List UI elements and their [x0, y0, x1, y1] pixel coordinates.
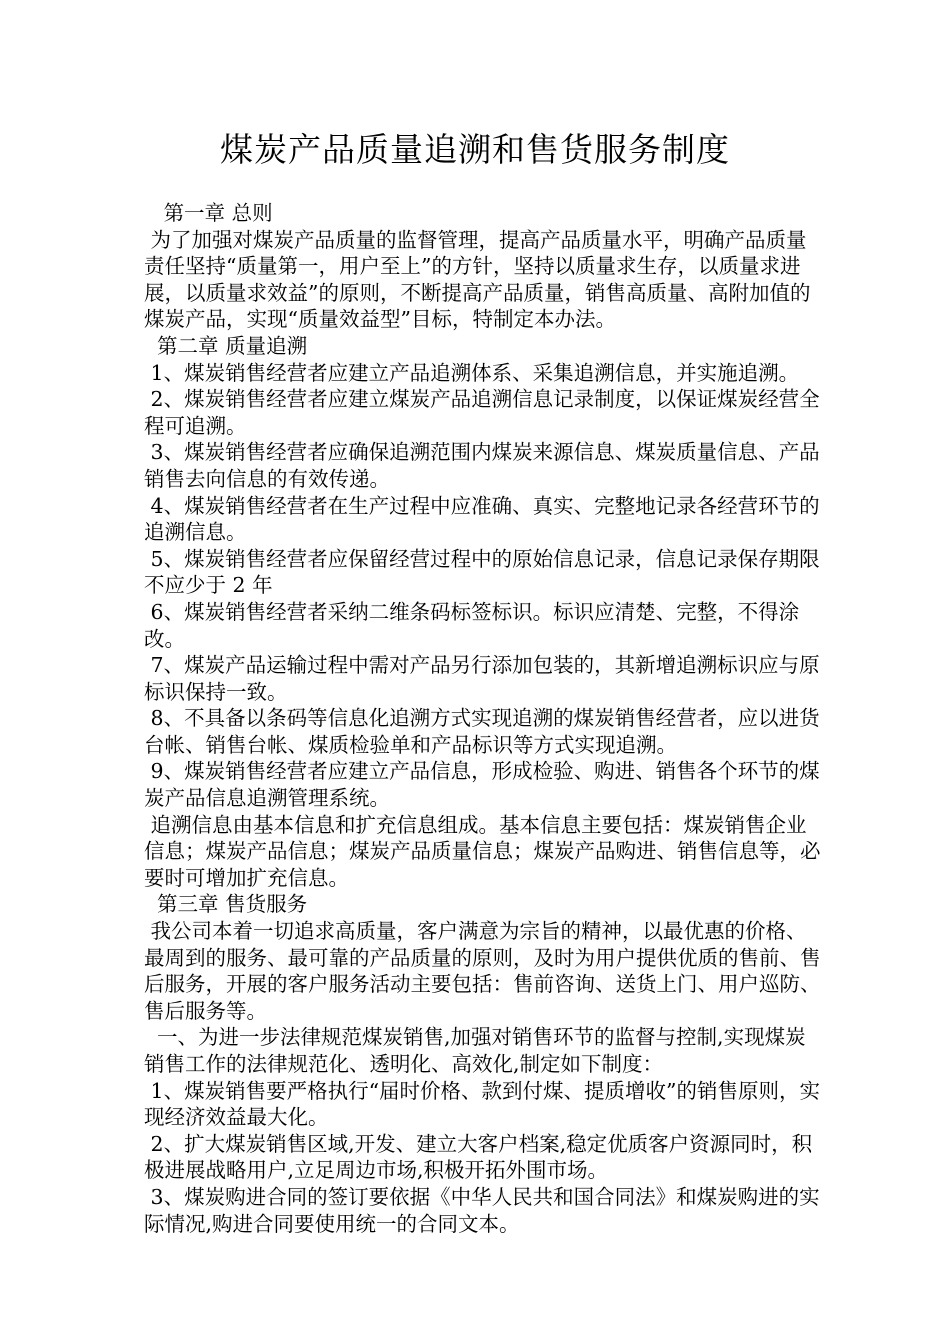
chapter-3-heading: 第三章 售货服务: [144, 892, 308, 917]
paragraph: 我公司本着一切追求高质量，客户满意为宗旨的精神，以最优惠的价格、最周到的服务、最可靠的产品质量的原则，及时为用户提供优质的售前、售后服务，开展的客户服务活动主要包括：售前咨询、送货上门、用户巡防、售后服务等。: [144, 919, 821, 1023]
list-item: 3、煤炭销售经营者应确保追溯范围内煤炭来源信息、煤炭质量信息、产品销售去向信息的有效传递。: [144, 440, 820, 491]
chapter-1-heading: 第一章 总则: [144, 201, 273, 225]
list-item: 1、煤炭销售要严格执行“届时价格、款到付煤、提质增收”的销售原则，实现经济效益最大化。: [144, 1078, 821, 1130]
document-title: 煤炭产品质量追溯和售货服务制度: [220, 130, 730, 169]
list-item: 9、煤炭销售经营者应建立产品信息，形成检验、购进、销售各个环节的煤炭产品信息追溯管理系统。: [144, 759, 820, 811]
paragraph: 为了加强对煤炭产品质量的监督管理，提高产品质量水平，明确产品质量责任坚持“质量第一，用户至上”的方针，坚持以质量求生存，以质量求进展，以质量求效益”的原则，不断提高产品质量，销售高质量、高附加值的煤炭产品，实现“质量效益型”目标，特制定本办法。: [144, 227, 811, 332]
document-body: [144, 200, 824, 1237]
chapter-2-heading: 第二章 质量追溯: [144, 333, 308, 358]
list-item: 3、煤炭购进合同的签订要依据《中华人民共和国合同法》和煤炭购进的实际情况,购进合同要使用统一的合同文本。: [144, 1184, 820, 1236]
list-item: 2、扩大煤炭销售区域,开发、建立大客户档案,稳定优质客户资源同时，积极进展战略用户,立足周边市场,积极开拓外围市场。: [144, 1131, 813, 1183]
list-item: 4、煤炭销售经营者在生产过程中应准确、真实、完整地记录各经营环节的追溯信息。: [144, 493, 820, 545]
section-heading: 一、为进一步法律规范煤炭销售,加强对销售环节的监督与控制,实现煤炭销售工作的法律规范化、透明化、高效化,制定如下制度：: [144, 1025, 806, 1076]
list-item: 6、煤炭销售经营者采纳二维条码标签标识。标识应清楚、完整，不得涂改。: [144, 599, 800, 651]
list-item: 5、煤炭销售经营者应保留经营过程中的原始信息记录，信息记录保存期限不应少于 2 年: [144, 546, 820, 598]
list-item: 8、不具备以条码等信息化追溯方式实现追溯的煤炭销售经营者，应以进货台帐、销售台帐、煤质检验单和产品标识等方式实现追溯。: [144, 706, 820, 757]
list-item: 2、煤炭销售经营者应建立煤炭产品追溯信息记录制度，以保证煤炭经营全程可追溯。: [144, 387, 820, 438]
list-item: 1、煤炭销售经营者应建立产品追溯体系、采集追溯信息，并实施追溯。: [144, 360, 800, 385]
list-item: 7、煤炭产品运输过程中需对产品另行添加包装的，其新增追溯标识应与原标识保持一致。: [144, 653, 820, 704]
paragraph: 追溯信息由基本信息和扩充信息组成。基本信息主要包括：煤炭销售企业信息；煤炭产品信息；煤炭产品质量信息；煤炭产品购进、销售信息等，必要时可增加扩充信息。: [144, 812, 821, 890]
